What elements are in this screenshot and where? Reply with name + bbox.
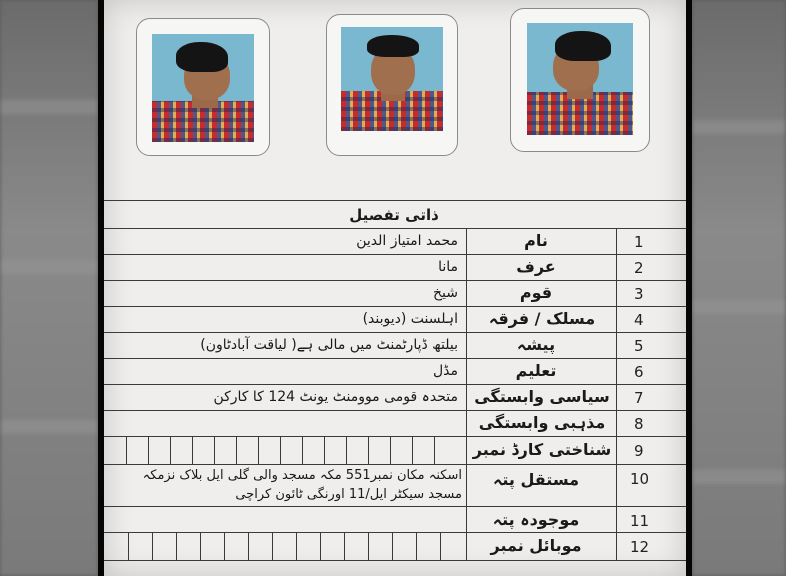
field-value-profession: بیلتھ ڈپارٹمنٹ میں مالی ہے( لیاقت آبادٹاون) bbox=[200, 337, 458, 353]
section-title: ذاتی تفصیل bbox=[349, 206, 439, 224]
document-page bbox=[104, 0, 686, 576]
mugshot-front bbox=[341, 27, 443, 131]
field-label-religious-affiliation: مذہبی وابستگی bbox=[478, 413, 606, 432]
field-label-mobile: موبائل نمبر bbox=[490, 536, 582, 555]
field-value-alias: مانا bbox=[438, 259, 458, 275]
photo-frame-right bbox=[510, 8, 650, 152]
blurred-background-right bbox=[692, 0, 786, 576]
row-number: 4 bbox=[634, 311, 644, 329]
field-label-political-affiliation: سیاسی وابستگی bbox=[474, 387, 610, 406]
field-label-cnic: شناختی کارڈ نمبر bbox=[472, 440, 612, 459]
row-number: 3 bbox=[634, 285, 644, 303]
field-label-current-address: موجودہ پتہ bbox=[492, 510, 580, 529]
field-value-name: محمد امتیاز الدین bbox=[356, 233, 458, 249]
row-number: 8 bbox=[634, 415, 644, 433]
field-value-sect: اہلسنت (دیوبند) bbox=[362, 311, 458, 327]
row-number: 11 bbox=[630, 512, 650, 530]
blurred-background-left bbox=[0, 0, 98, 576]
row-number: 6 bbox=[634, 363, 644, 381]
photo-frame-center bbox=[326, 14, 458, 156]
field-label-caste: قوم bbox=[519, 283, 553, 302]
frame-border-right bbox=[686, 0, 692, 576]
field-label-alias: عرف bbox=[516, 257, 556, 276]
field-label-permanent-address: مستقل پتہ bbox=[493, 470, 579, 489]
field-value-education: مڈل bbox=[432, 363, 458, 379]
field-value-caste: شیخ bbox=[433, 285, 458, 301]
field-label-sect: مسلک / فرقہ bbox=[488, 309, 596, 328]
row-number: 1 bbox=[634, 233, 644, 251]
row-number: 7 bbox=[634, 389, 644, 407]
field-label-education: تعلیم bbox=[515, 361, 557, 380]
mobile-boxes bbox=[104, 532, 466, 560]
row-number: 12 bbox=[630, 538, 650, 556]
photo-frame-left bbox=[136, 18, 270, 156]
row-number: 2 bbox=[634, 259, 644, 277]
field-label-profession: پیشہ bbox=[516, 335, 556, 354]
mugshot-right-profile bbox=[527, 23, 633, 135]
field-value-political-affiliation: متحدہ قومی موومنٹ یونٹ 124 کا کارکن bbox=[213, 389, 458, 405]
cnic-boxes bbox=[104, 436, 466, 464]
field-value-permanent-address-line2: مسجد سیکٹر ایل/11 اورنگی ٹائون کراچی bbox=[235, 487, 462, 502]
row-number: 5 bbox=[634, 337, 644, 355]
field-label-name: نام bbox=[524, 231, 548, 250]
row-number: 9 bbox=[634, 442, 644, 460]
mugshot-left-profile bbox=[152, 34, 254, 142]
row-number: 10 bbox=[630, 470, 650, 488]
field-value-permanent-address-line1: اسکنہ مکان نمبر551 مکہ مسجد والی گلی ایل بلاک نزمکہ bbox=[142, 468, 462, 483]
